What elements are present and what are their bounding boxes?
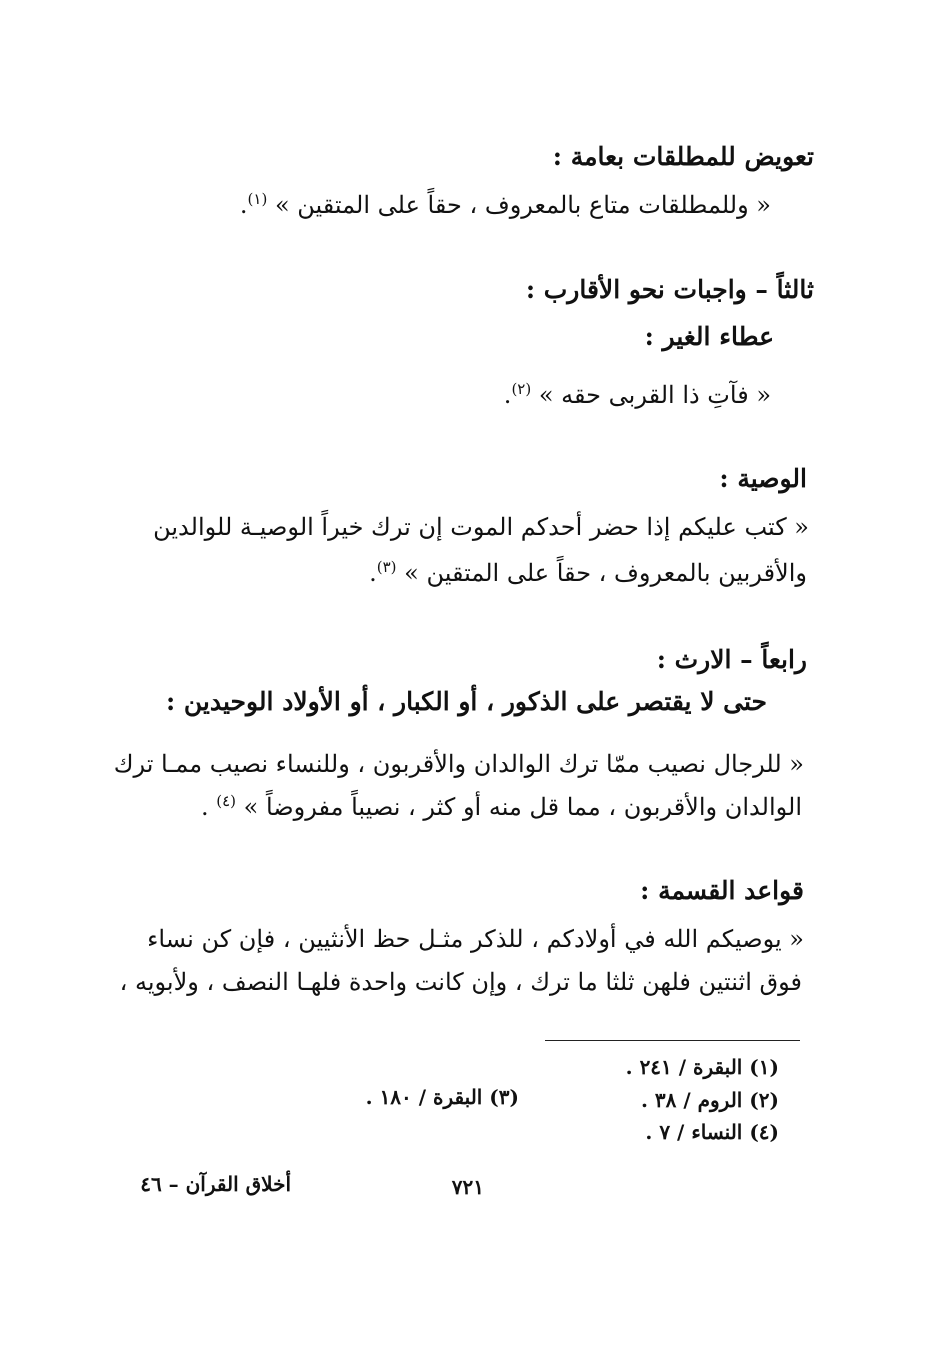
quote-text: الوالدان والأقربون ، مما قل منه أو كثر ، نصيباً مفروضاً » (243, 793, 802, 821)
footnote-ref: (٤) (216, 792, 237, 810)
footnote-4: (٤) النساء / ٧ . (645, 1120, 779, 1144)
book-label: أخلاق القرآن – ٤٦ (140, 1172, 291, 1196)
quote-will-line1: « كتب عليكم إذا حضر أحدكم الموت إن ترك خيراً الوصيـة للوالدين (153, 513, 809, 541)
footnote-ref: (١) (247, 190, 268, 208)
footnote-divider (545, 1040, 800, 1041)
footnote-ref: (٢) (511, 380, 532, 398)
heading-third-relatives: ثالثاً – واجبات نحو الأقارب : (525, 275, 814, 304)
quote-giving: « فآتِ ذا القربى حقه » $^{(٢)}$. (503, 380, 771, 409)
heading-rules: قواعد القسمة : (640, 876, 804, 905)
quote-text: والأقربين بالمعروف ، حقاً على المتقين » (404, 559, 807, 587)
subheading-inheritance: حتى لا يقتصر على الذكور ، أو الكبار ، أو الأولاد الوحيدين : (165, 687, 767, 716)
heading-giving: عطاء الغير : (644, 322, 774, 351)
quote-compensation: « وللمطلقات متاع بالمعروف ، حقاً على المتقين » $^{(١)}$. (239, 190, 771, 219)
page-number: ٧٢١ (451, 1175, 484, 1199)
heading-will: الوصية : (719, 464, 807, 493)
quote-rules-line1: « يوصيكم الله في أولادكم ، للذكر مثـل حظ الأنثيين ، فإن كن نساء (147, 925, 804, 953)
quote-will-line2: والأقربين بالمعروف ، حقاً على المتقين » $^{(٣)}$. (369, 558, 807, 587)
quote-inheritance-line1: « للرجال نصيب ممّا ترك الوالدان والأقربون ، وللنساء نصيب ممـا ترك (113, 750, 804, 778)
quote-rules-line2: فوق اثنتين فلهن ثلثا ما ترك ، وإن كانت واحدة فلهـا النصف ، ولأبويه ، (119, 968, 802, 996)
quote-inheritance-line2: الوالدان والأقربون ، مما قل منه أو كثر ، نصيباً مفروضاً » $^{(٤)}$ . (200, 792, 802, 821)
quote-text: « وللمطلقات متاع بالمعروف ، حقاً على المتقين » (274, 191, 771, 219)
footnote-2: (٢) الروم / ٣٨ . (640, 1088, 779, 1112)
heading-compensation: تعويض للمطلقات بعامة : (552, 142, 814, 171)
footnote-3: (٣) البقرة / ١٨٠ . (365, 1085, 519, 1109)
quote-text: « فآتِ ذا القربى حقه » (538, 381, 771, 409)
heading-fourth-inheritance: رابعاً – الارث : (656, 645, 807, 674)
footnote-ref: (٣) (376, 558, 397, 576)
footnote-1: (١) البقرة / ٢٤١ . (625, 1055, 779, 1079)
